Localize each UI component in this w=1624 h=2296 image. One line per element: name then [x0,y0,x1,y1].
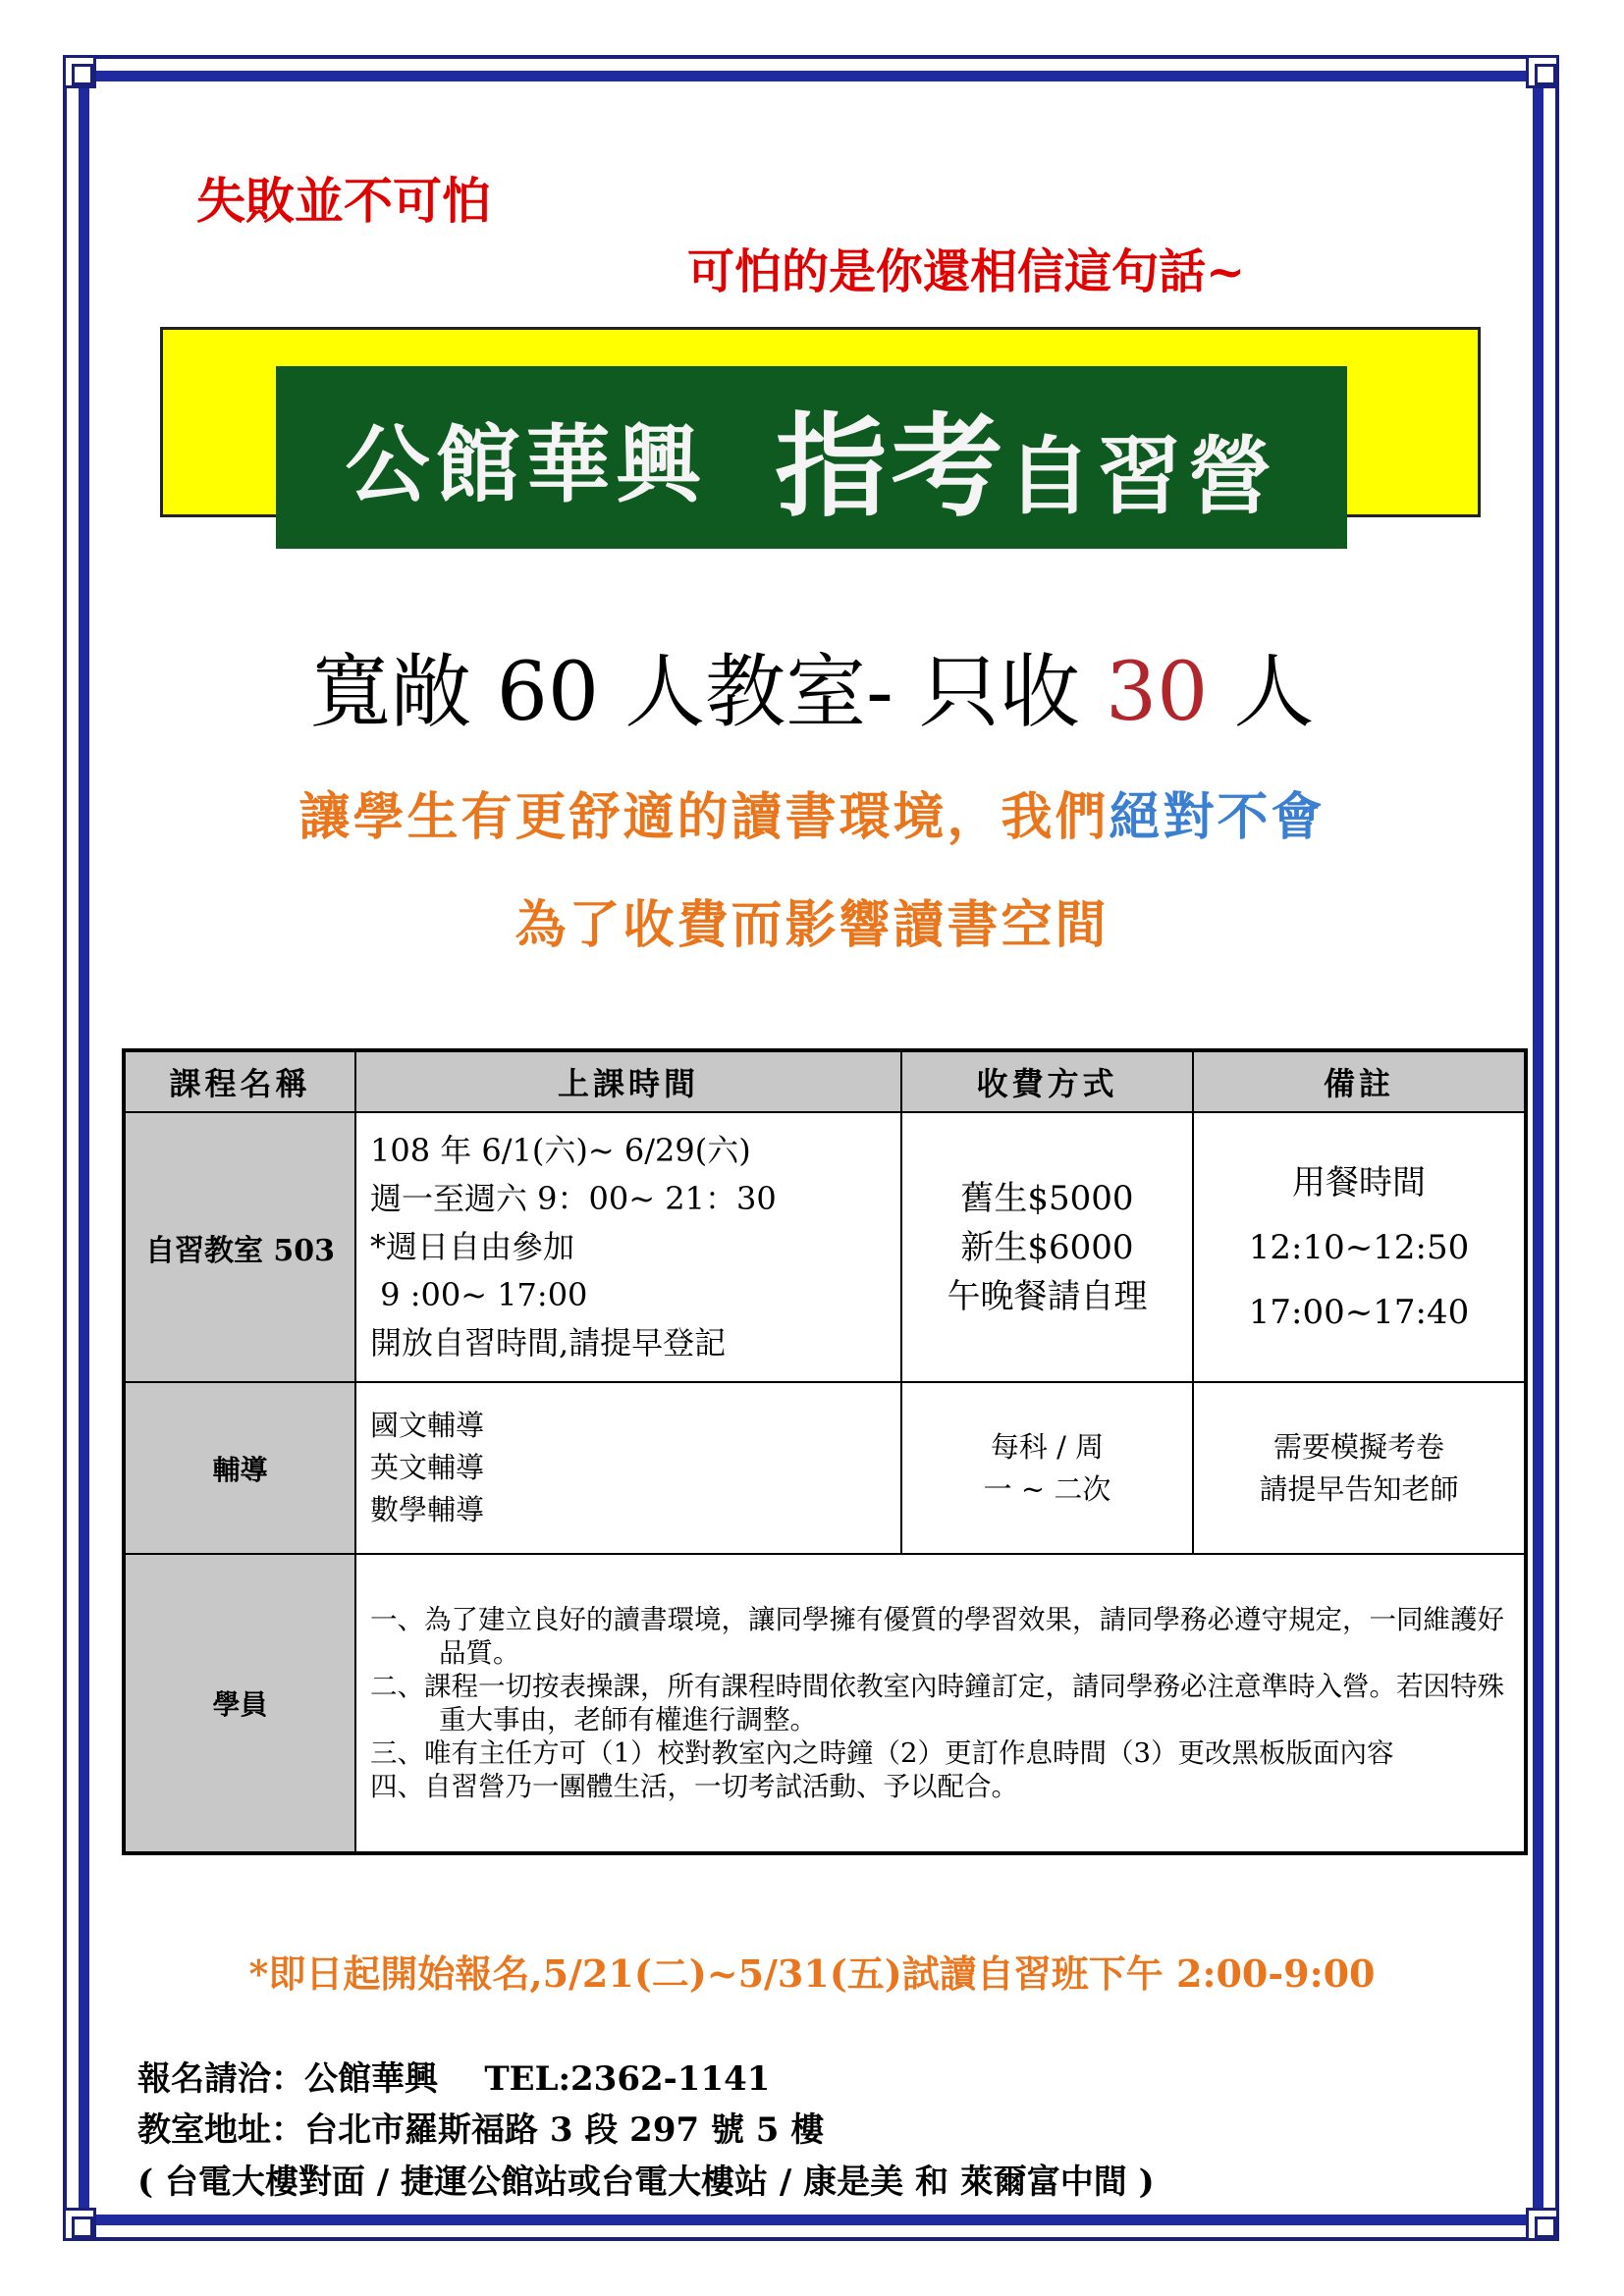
tagline-line-2: 為了收費而影響讀書空間 [514,895,1110,955]
enrollment-notice: *即日起開始報名,5/21(二)~5/31(五)試讀自習班下午 2:00-9:00 [248,1951,1376,1996]
contact-address: 教室地址：台北市羅斯福路 3 段 297 號 5 樓 [137,2110,825,2150]
row-tutoring-subjects [355,1382,901,1554]
slogan-line-2: 可怕的是你還相信這句話~ [687,244,1246,299]
note-line: 請提早告知老師 [1259,1471,1459,1506]
row-study-room-fee [901,1112,1193,1382]
fee-line: 午晚餐請自理 [947,1276,1148,1316]
corner-ornament-top-right [1526,55,1559,88]
headline-suffix: 人 [1208,646,1315,739]
header-class-time: 上課時間 [355,1050,901,1112]
contact-directions: ( 台電大樓對面 / 捷運公館站或台電大樓站 / 康是美 和 萊爾富中間 ) [137,2163,1155,2202]
header-note: 備註 [1193,1050,1526,1112]
subject-line: 英文輔導 [370,1451,485,1484]
table-header-row [124,1050,1526,1112]
fee-line: 舊生$5000 [960,1178,1134,1218]
note-line: 17:00~17:40 [1248,1292,1470,1332]
subject-line: 數學輔導 [370,1493,485,1526]
row-student-name: 學員 [124,1554,355,1853]
banner-school-name: 公館華興 [345,415,707,514]
row-study-room-name: 自習教室 503 [124,1112,355,1382]
tagline-text: 讓學生有更舒適的讀書環境，我們 [298,787,1110,847]
fee-line: 一 ~ 二次 [983,1471,1111,1506]
subject-line: 國文輔導 [370,1409,485,1442]
slogan-line-1: 失敗並不可怕 [196,172,491,230]
table-row [124,1112,1526,1382]
tagline-line-1 [0,775,1624,849]
row-tutoring-note [1193,1382,1526,1554]
fee-line: 新生$6000 [960,1227,1134,1267]
rule-item: 二、課程一切按表操課，所有課程時間依教室內時鐘訂定，請同學務必注意準時入營。若因特殊重大事由，老師有權進行調整。 [370,1671,1504,1735]
banner-camp-word: 自習營 [1006,427,1278,526]
note-line: 用餐時間 [1292,1162,1426,1202]
banner-camp-title [775,377,1277,538]
headline-text: 寬敞 60 人教室- 只收 [309,646,1106,739]
fee-line: 每科 / 周 [990,1429,1105,1464]
headline-capacity: 30 [1105,646,1209,739]
time-line: 開放自習時間,請提早登記 [370,1324,727,1362]
corner-ornament-bottom-left [63,2208,96,2241]
row-tutoring-fee [901,1382,1193,1554]
rule-item: 四、自習營乃一團體生活，一切考試活動、予以配合。 [370,1771,1018,1802]
classroom-headline [0,628,1624,743]
schedule-table [122,1048,1528,1855]
row-study-room-note [1193,1112,1526,1382]
time-line: 108 年 6/1(六)~ 6/29(六) [370,1132,751,1169]
contact-phone: 報名請洽：公館華興 TEL:2362-1141 [137,2059,771,2099]
header-course-name: 課程名稱 [124,1050,355,1112]
banner-exam-word: 指考 [775,400,1007,532]
note-line: 需要模擬考卷 [1272,1429,1444,1464]
rule-item: 三、唯有主任方可（1）校對教室內之時鐘（2）更訂作息時間（3）更改黑板版面內容 [370,1737,1394,1769]
tagline-emphasis: 絕對不會 [1109,787,1326,847]
rule-item: 一、為了建立良好的讀書環境，讓同學擁有優質的學習效果，請同學務必遵守規定，一同維護好品質。 [370,1604,1504,1669]
table-row [124,1382,1526,1554]
header-fee: 收費方式 [901,1050,1193,1112]
time-line: 週一至週六 9：00~ 21：30 [370,1180,777,1217]
corner-ornament-bottom-right [1526,2208,1559,2241]
time-line: 9 :00~ 17:00 [370,1276,588,1313]
row-study-room-time [355,1112,901,1382]
row-tutoring-name: 輔導 [124,1382,355,1554]
note-line: 12:10~12:50 [1248,1227,1470,1267]
corner-ornament-top-left [63,55,96,88]
time-line: *週日自由參加 [370,1228,575,1265]
title-banner [276,366,1347,549]
table-row [124,1554,1526,1853]
row-student-rules [355,1554,1526,1853]
